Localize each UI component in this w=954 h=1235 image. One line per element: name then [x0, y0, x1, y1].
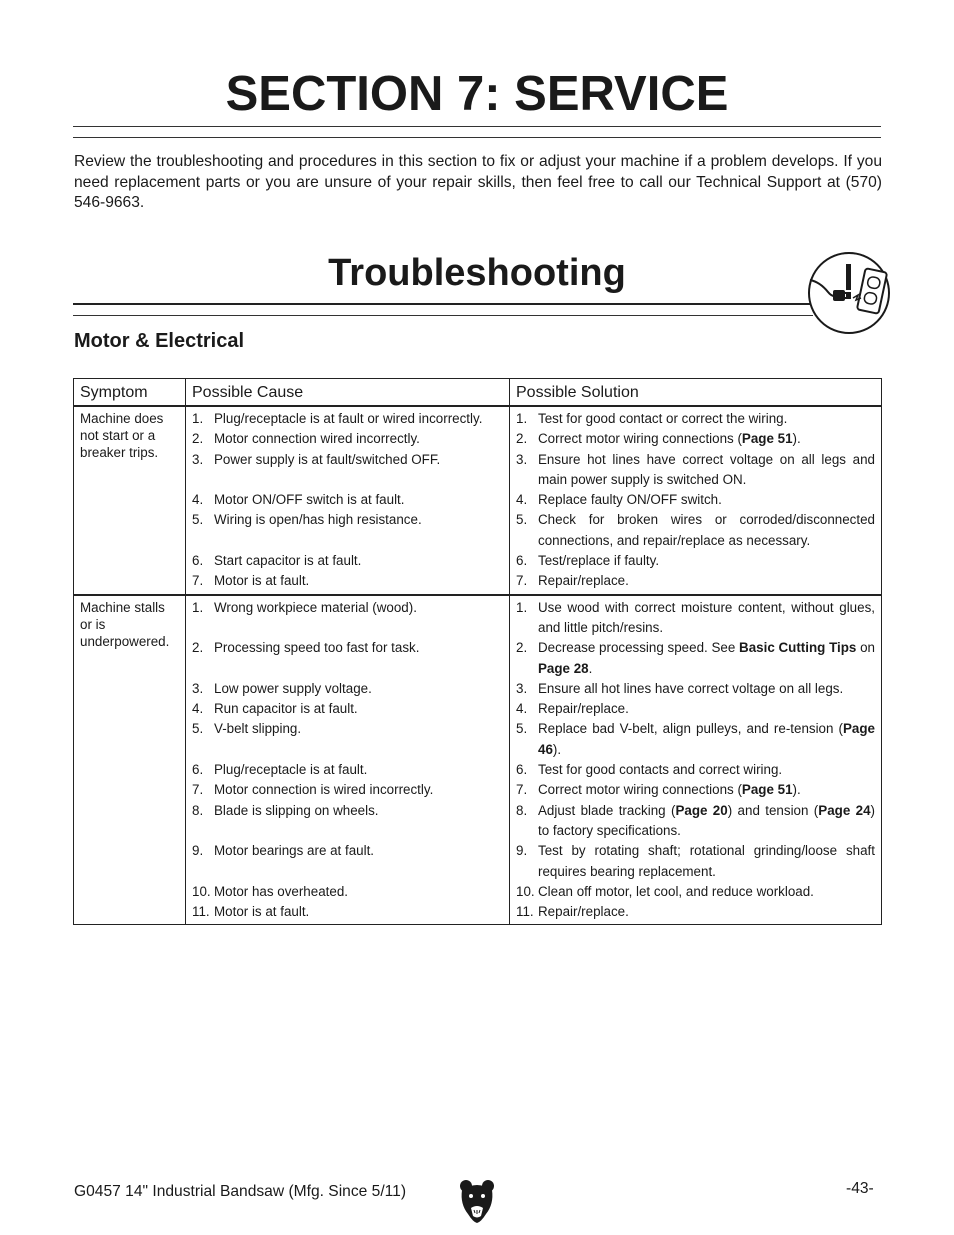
- list-item: 5. Wiring is open/has high resistance.: [192, 512, 422, 528]
- table-row: [74, 406, 882, 595]
- list-item: 2. Motor connection wired incorrectly.: [192, 431, 420, 447]
- list-item: 6. Test for good contacts and correct wiring.: [516, 762, 783, 778]
- list-item: 5. Replace bad V-belt, align pulleys, and re-tension (Page 46).: [516, 721, 875, 757]
- list-item: 10. Clean off motor, let cool, and reduce workload.: [516, 883, 814, 899]
- troubleshooting-table: [73, 378, 882, 925]
- header-cause: Possible Cause: [186, 379, 510, 407]
- page-number: -43-: [846, 1180, 874, 1197]
- list-item: 10. Motor has overheated.: [192, 883, 348, 899]
- table-row: [74, 595, 882, 925]
- list-item: 7. Motor is at fault.: [192, 573, 310, 589]
- list-item: 9. Test by rotating shaft; rotational grinding/loose shaft requires bearing replacement.: [516, 843, 875, 879]
- list-item: 1. Test for good contact or correct the wiring.: [516, 411, 788, 426]
- list-item: 9. Motor bearings are at fault.: [192, 843, 375, 859]
- troubleshooting-heading: Troubleshooting: [328, 252, 626, 294]
- list-item: 4. Replace faulty ON/OFF switch.: [516, 492, 722, 508]
- list-item: 11. Motor is at fault.: [192, 904, 310, 920]
- heading-rule-bottom: [73, 315, 813, 316]
- cause-list: [186, 596, 509, 925]
- solution-list: [510, 407, 881, 594]
- table-header-row: [74, 379, 882, 407]
- solution-list: [510, 596, 881, 925]
- bear-head-logo: [458, 1178, 496, 1224]
- list-item: 5. V-belt slipping.: [192, 721, 302, 737]
- list-item: 3. Power supply is at fault/switched OFF.: [192, 451, 441, 467]
- cause-list: [186, 407, 509, 594]
- list-item: 1. Wrong workpiece material (wood).: [192, 599, 417, 615]
- intro-paragraph: Review the troubleshooting and procedures in this section to fix or adjust your machine if a problem develops. If you need replacement parts or you are unsure of your repair skills, then feel free to call our Technical Support at (570) 546-9663.: [74, 153, 882, 211]
- list-item: 2. Processing speed too fast for task.: [192, 640, 420, 656]
- title-rule-top: [73, 126, 881, 127]
- subsection-heading: Motor & Electrical: [74, 330, 245, 352]
- header-solution: Possible Solution: [510, 379, 882, 407]
- list-item: 8. Adjust blade tracking (Page 20) and tension (Page 24) to factory specifications.: [516, 802, 876, 838]
- list-item: 2. Correct motor wiring connections (Page 51).: [516, 431, 801, 447]
- list-item: 3. Ensure all hot lines have correct voltage on all legs.: [516, 680, 844, 696]
- page-title: SECTION 7: SERVICE: [225, 67, 729, 121]
- header-symptom: Symptom: [74, 379, 186, 407]
- heading-rule-top: [73, 303, 813, 305]
- list-item: 2. Decrease processing speed. See Basic Cutting Tips on Page 28.: [516, 640, 875, 676]
- list-item: 8. Blade is slipping on wheels.: [192, 802, 379, 818]
- list-item: 5. Check for broken wires or corroded/disconnected connections, and repair/replace as necessary.: [516, 512, 875, 548]
- list-item: 7. Motor connection is wired incorrectly.: [192, 782, 434, 798]
- list-item: 4. Motor ON/OFF switch is at fault.: [192, 492, 405, 508]
- list-item: 11. Repair/replace.: [516, 904, 629, 920]
- footer-model-text: G0457 14" Industrial Bandsaw (Mfg. Since 5/11): [74, 1183, 407, 1200]
- list-item: 6. Test/replace if faulty.: [516, 553, 660, 569]
- electrical-hazard-icon: [806, 250, 892, 336]
- list-item: 7. Repair/replace.: [516, 573, 629, 589]
- list-item: 4. Run capacitor is at fault.: [192, 701, 358, 717]
- symptom-cell: Machine stalls or is underpowered.: [74, 595, 186, 925]
- list-item: 1. Use wood with correct moisture content, without glues, and little pitch/resins.: [516, 599, 875, 635]
- list-item: 1. Plug/receptacle is at fault or wired incorrectly.: [192, 411, 483, 426]
- solution-cell: [510, 406, 882, 595]
- cause-cell: [186, 595, 510, 925]
- list-item: 6. Start capacitor is at fault.: [192, 553, 362, 569]
- title-rule-bottom: [73, 137, 881, 138]
- solution-cell: [510, 595, 882, 925]
- cause-cell: [186, 406, 510, 595]
- list-item: 3. Low power supply voltage.: [192, 680, 372, 696]
- list-item: 4. Repair/replace.: [516, 701, 629, 717]
- list-item: 6. Plug/receptacle is at fault.: [192, 762, 368, 778]
- list-item: 3. Ensure hot lines have correct voltage on all legs and main power supply is switched ON.: [516, 451, 875, 487]
- symptom-cell: Machine does not start or a breaker trips.: [74, 406, 186, 595]
- list-item: 7. Correct motor wiring connections (Page 51).: [516, 782, 801, 798]
